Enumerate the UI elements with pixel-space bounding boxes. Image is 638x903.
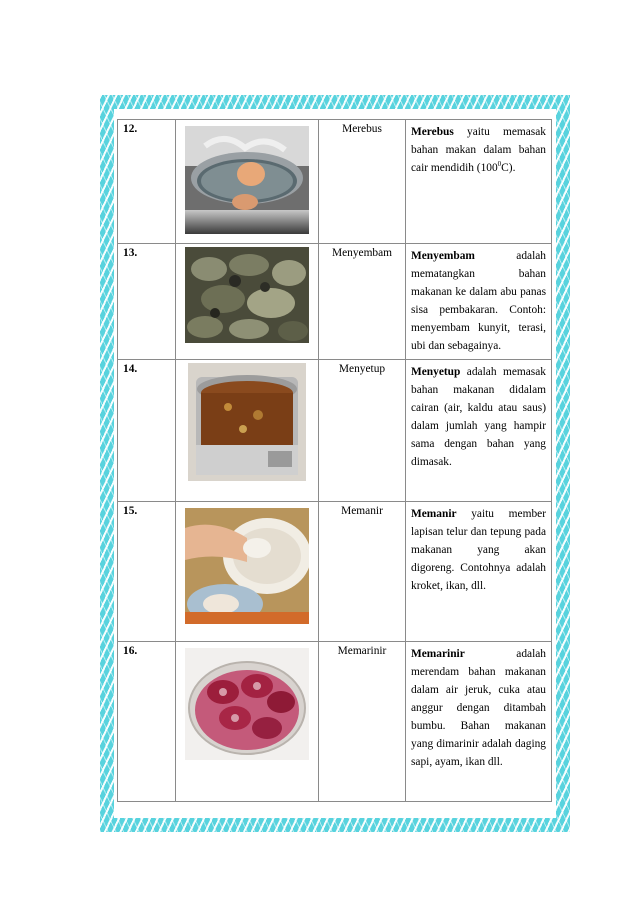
method-term: Menyetup	[319, 360, 406, 502]
row-number: 12.	[118, 120, 176, 244]
decorative-border-frame	[100, 95, 570, 832]
marinated-meat-photo	[185, 648, 309, 760]
method-term: Menyembam	[319, 244, 406, 360]
breading-food-photo	[185, 508, 309, 624]
row-number: 15.	[118, 502, 176, 642]
method-description: Menyetup adalah memasak bahan makanan didalam cairan (air, kaldu atau saus) dalam jumlah yang hampir sama dengan bahan yang dimasak.	[406, 360, 552, 502]
method-description: Merebus yaitu memasak bahan makan dalam bahan cair mendidih $(100^0C)$.	[406, 120, 552, 244]
table-row	[118, 502, 552, 642]
cooking-methods-table	[117, 119, 552, 802]
table-row	[118, 642, 552, 802]
method-term: Merebus	[319, 120, 406, 244]
row-number: 13.	[118, 244, 176, 360]
roasted-food-in-ash-photo	[185, 247, 309, 343]
page-content	[114, 109, 556, 818]
boiling-egg-pot-photo	[185, 126, 309, 234]
method-term: Memarinir	[319, 642, 406, 802]
method-term: Memanir	[319, 502, 406, 642]
method-description: Memarinir adalah merendam bahan makanan dalam air jeruk, cuka atau anggur dengan ditambah bumbu. Bahan makanan yang dimarinir adalah daging sapi, ayam, ikan dll.	[406, 642, 552, 802]
row-number: 16.	[118, 642, 176, 802]
table-row	[118, 120, 552, 244]
table-row	[118, 244, 552, 360]
method-description: Menyembam adalah mematangkan bahan makanan ke dalam abu panas sisa pembakaran. Contoh: menyembam kunyit, terasi, ubi dan sebagainya.	[406, 244, 552, 360]
stew-pot-photo	[188, 363, 306, 481]
row-number: 14.	[118, 360, 176, 502]
table-row	[118, 360, 552, 502]
method-description: Memanir yaitu member lapisan telur dan tepung pada makanan yang akan digoreng. Contohnya adalah kroket, ikan, dll.	[406, 502, 552, 642]
